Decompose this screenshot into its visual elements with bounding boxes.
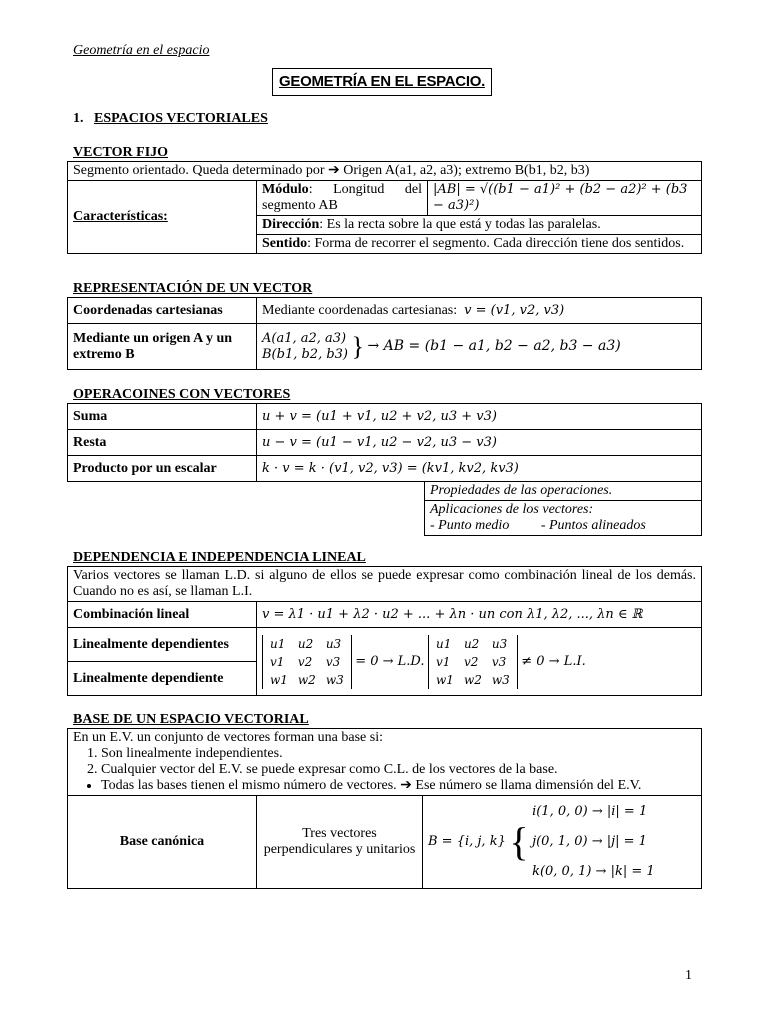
combinacion-lineal-formula: v = λ1 · u1 + λ2 · u2 + ... + λn · un con λ1, λ2, ..., λn ∈ ℝ: [257, 602, 702, 628]
base-canonica-label: Base canónica: [68, 796, 257, 889]
propiedades-note: Propiedades de las operaciones.: [425, 482, 702, 501]
ld-result: = 0 → L.D.: [355, 653, 425, 669]
coord-cartesianas-formula: v = (v1, v2, v3): [464, 302, 565, 318]
modulo-label: Módulo: [262, 182, 309, 197]
coord-cartesianas-label: Coordenadas cartesianas: [68, 298, 257, 324]
base-heading: BASE DE UN ESPACIO VECTORIAL: [73, 712, 309, 727]
vector-fijo-heading: VECTOR FIJO: [73, 145, 169, 160]
base-intro-cell: [68, 729, 702, 796]
puntos-alineados: - Puntos alineados: [540, 518, 646, 533]
operaciones-heading: OPERACOINES CON VECTORES: [73, 387, 291, 402]
origen-extremo-cell: [257, 324, 702, 370]
brace: }: [351, 331, 364, 361]
origen-extremo-label: Mediante un origen A y un extremo B: [68, 324, 257, 370]
direccion-cell: [257, 216, 702, 235]
modulo-formula: |AB| = √((b1 − a1)² + (b2 − a2)² + (b3 − a3)²): [428, 181, 702, 216]
base-canonica-formula-cell: [423, 796, 702, 889]
caracteristicas-label: Características:: [68, 181, 257, 254]
vector-j: j(0, 1, 0) → |j| = 1: [532, 834, 647, 849]
modulo-cell: [257, 181, 428, 216]
modulo-text: : Longitud del segmento AB: [262, 182, 422, 213]
operaciones-notes: [424, 481, 702, 536]
aplicaciones-label: Aplicaciones de los vectores:: [430, 502, 594, 517]
ab-formula: → AB = (b1 − a1, b2 − a2, b3 − a3): [367, 337, 621, 354]
determinant-cell: [257, 628, 702, 696]
sentido-text: : Forma de recorrer el segmento. Cada dirección tiene dos sentidos.: [307, 236, 685, 251]
li-result: ≠ 0 → L.I.: [521, 653, 586, 669]
resta-formula: u − v = (u1 − v1, u2 − v2, u3 − v3): [257, 430, 702, 456]
page-number: 1: [685, 968, 692, 983]
running-header: Geometría en el espacio: [73, 43, 210, 58]
dependencia-intro: Varios vectores se llaman L.D. si alguno de ellos se puede expresar como combinación lineal de los demás. Cuando no es así, se llaman L.I.: [68, 567, 702, 602]
coord-cartesianas-text: Mediante coordenadas cartesianas:: [262, 302, 458, 318]
page-title: GEOMETRÍA EN EL ESPACIO.: [272, 68, 492, 96]
base-canonica-brace: {: [509, 819, 529, 864]
vector-k: k(0, 0, 1) → |k| = 1: [532, 864, 655, 879]
base-canonica-desc: Tres vectores perpendiculares y unitarios: [257, 796, 423, 889]
direccion-label: Dirección: [262, 217, 320, 232]
producto-label: Producto por un escalar: [68, 456, 257, 482]
combinacion-lineal-label: Combinación lineal: [68, 602, 257, 628]
resta-label: Resta: [68, 430, 257, 456]
vector-fijo-definition: Segmento orientado. Queda determinado por ➔ Origen A(a1, a2, a3); extremo B(b1, b2, b3): [68, 162, 702, 181]
coord-cartesianas-cell: [257, 298, 702, 324]
base-condition-1: 1. Son linealmente independientes.: [101, 746, 696, 762]
producto-formula: k · v = k · (v1, v2, v3) = (kv1, kv2, kv3): [257, 456, 702, 482]
representacion-table: [67, 297, 702, 370]
section-number: 1.: [73, 111, 84, 126]
dependencia-table: [67, 566, 702, 696]
base-conditions: [73, 746, 696, 778]
ld-label-1: Linealmente dependientes: [68, 628, 257, 662]
suma-formula: u + v = (u1 + v1, u2 + v2, u3 + v3): [257, 404, 702, 430]
determinant-ld-matrix: u1 u2 u3 v1 v2 v3 w1 w2 w3: [270, 636, 344, 687]
direccion-text: : Es la recta sobre la que está y todas las paralelas.: [319, 217, 601, 232]
representacion-heading: REPRESENTACIÓN DE UN VECTOR: [73, 281, 313, 296]
aplicaciones-note: [425, 501, 702, 536]
suma-label: Suma: [68, 404, 257, 430]
sentido-label: Sentido: [262, 236, 308, 251]
section-label: ESPACIOS VECTORIALES: [94, 111, 268, 126]
punto-medio: - Punto medio: [430, 518, 510, 533]
point-a: A(a1, a2, a3): [262, 330, 347, 346]
determinant-ld: [262, 635, 352, 689]
base-table: [67, 728, 702, 889]
operaciones-table: [67, 403, 702, 482]
point-b: B(b1, b2, b3): [262, 346, 349, 362]
base-bullets: [73, 778, 696, 794]
base-bullet: • Todas las bases tienen el mismo número de vectores. ➔ Ese número se llama dimensión del E.V.: [101, 778, 696, 794]
determinant-li-matrix: u1 u2 u3 v1 v2 v3 w1 w2 w3: [436, 636, 510, 687]
base-canonica-set: B = {i, j, k}: [428, 834, 506, 849]
vector-i: i(1, 0, 0) → |i| = 1: [532, 804, 648, 819]
vector-fijo-table: [67, 161, 702, 254]
base-condition-2: 2. Cualquier vector del E.V. se puede expresar como C.L. de los vectores de la base.: [101, 762, 696, 778]
ld-label-2: Linealmente dependiente: [68, 662, 257, 696]
sentido-cell: [257, 235, 702, 254]
dependencia-heading: DEPENDENCIA E INDEPENDENCIA LINEAL: [73, 550, 366, 565]
base-intro: En un E.V. un conjunto de vectores forman una base si:: [73, 730, 384, 745]
determinant-li: [428, 635, 518, 689]
section-heading: [73, 111, 268, 127]
